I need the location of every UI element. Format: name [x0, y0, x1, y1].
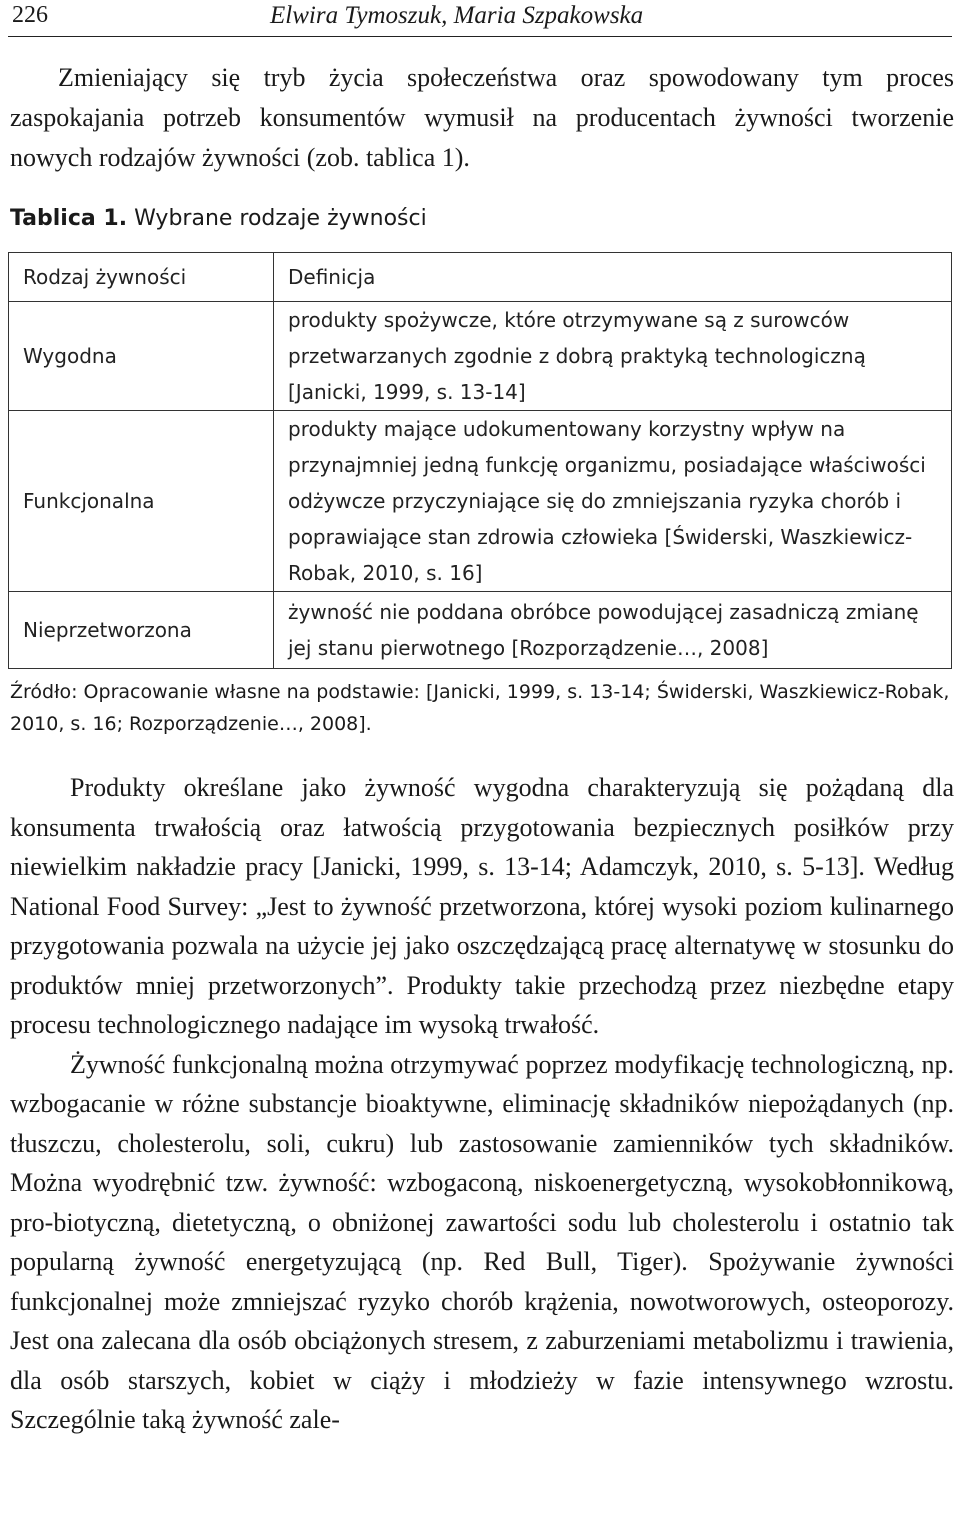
table-row [9, 592, 952, 669]
table-caption-label: Tablica 1. [10, 206, 128, 231]
row-term: Wygodna [9, 302, 274, 411]
table-caption [10, 206, 427, 231]
food-types-table [8, 252, 952, 669]
page-number: 226 [12, 2, 48, 28]
row-definition: produkty mające udokumentowany korzystny wpływ na przynajmniej jedną funkcję organizmu, posiadające właściwości odżywcze przyczyniające się do zmniejszania ryzyka chorób i poprawiające stan zdrowia człowieka [Świderski, Waszkiewicz-Robak, 2010, s. 16] [274, 411, 952, 592]
row-term: Nieprzetworzona [9, 592, 274, 669]
table-header-row [9, 253, 952, 302]
intro-paragraph: Zmieniający się tryb życia społeczeństwa oraz spowodowany tym proces zaspokajania potrzeb konsumentów wymusił na producentach żywności tworzenie nowych rodzajów żywności (zob. tablica 1). [10, 63, 954, 172]
column-header-definition: Definicja [274, 253, 952, 302]
table-row [9, 302, 952, 411]
running-head: Elwira Tymoszuk, Maria Szpakowska [270, 2, 644, 29]
row-definition: produkty spożywcze, które otrzymywane są z surowców przetwarzanych zgodnie z dobrą praktyką technologiczną [Janicki, 1999, s. 13-14] [274, 302, 952, 411]
page-header [8, 0, 952, 37]
table-caption-title: Wybrane rodzaje żywności [134, 206, 427, 231]
table-source-note: Źródło: Opracowanie własne na podstawie: [Janicki, 1999, s. 13-14; Świderski, Waszkiewicz-Robak, 2010, s. 16; Rozporządzenie…, 2008]. [10, 681, 950, 735]
body-paragraph: Żywność funkcjonalną można otrzymywać poprzez modyfikację technologiczną, np. wzbogacanie w różne substancje bioaktywne, eliminację składników niepożądanych (np. tłuszczu, cholesterolu, soli, cukru) lub zastosowanie zamienników tych składników. Można wyodrębnić tzw. żywność: wzbogaconą, niskoenergetyczną, wysokobłonnikową, pro-biotyczną, dietetyczną, o obniżonej zawartości sodu lub cholesterolu i ostatnio tak popularną żywność energetyzującą (np. Red Bull, Tiger). Spożywanie żywności funkcjonalnej może zmniejszać ryzyko chorób krążenia, nowotworowych, osteoporozy. Jest ona zalecana dla osób obciążonych stresem, z zaburzeniami metabolizmu i trawienia, dla osób starszych, kobiet w ciąży i młodzieży w fazie intensywnego wzrostu. Szczególnie taką żywność zale- [10, 1049, 954, 1434]
row-definition: żywność nie poddana obróbce powodującej zasadniczą zmianę jej stanu pierwotnego [Rozporządzenie…, 2008] [274, 592, 952, 669]
body-paragraph: Produkty określane jako żywność wygodna charakteryzują się pożądaną dla konsumenta trwałością oraz łatwością przygotowania bezpiecznych posiłków przy niewielkim nakładzie pracy [Janicki, 1999, s. 13-14; Adamczyk, 2010, s. 5-13]. Według National Food Survey: „Jest to żywność przetworzona, której wysoki poziom kulinarnego przygotowania pozwala na użycie jej jako oszczędzającą pracę alternatywę w stosunku do produktów mniej przetworzonych”. Produkty takie przechodzą przez niezbędne etapy procesu technologicznego nadające im wysoką trwałość. [10, 773, 954, 1039]
column-header-type: Rodzaj żywności [9, 253, 274, 302]
row-term: Funkcjonalna [9, 411, 274, 592]
body-text [10, 768, 954, 1440]
table-row [9, 411, 952, 592]
